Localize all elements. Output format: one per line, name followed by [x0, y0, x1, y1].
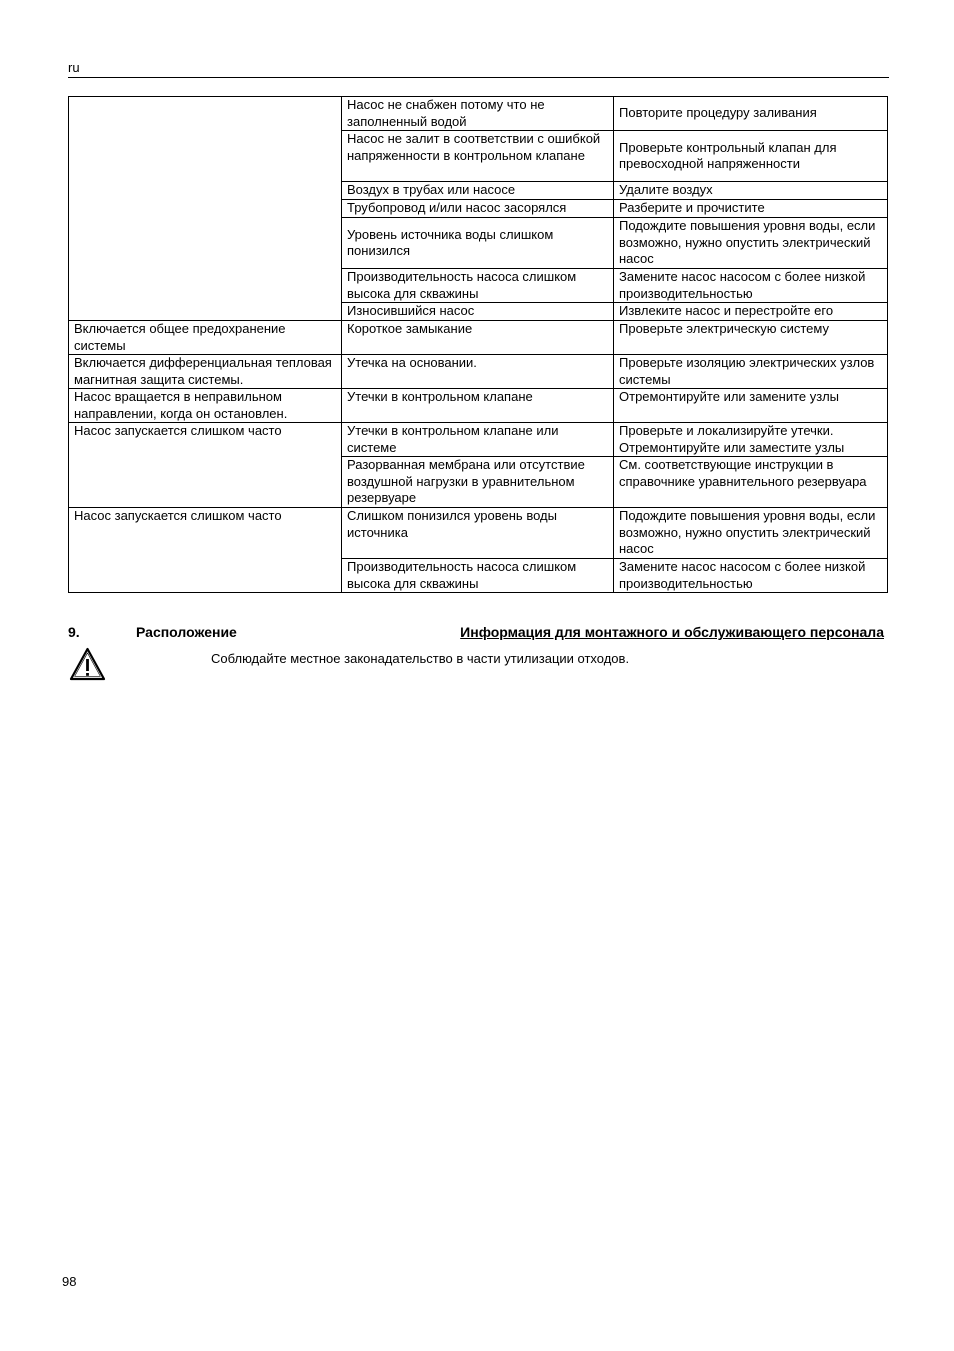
remedy-cell: Разберите и прочистите	[614, 200, 888, 218]
remedy-cell: Проверьте и локализируйте утечки. Отремонтируйте или заместите узлы	[614, 423, 888, 457]
problem-cell: Включается дифференциальная тепловая магнитная защита системы.	[69, 355, 342, 389]
table-row	[69, 508, 888, 559]
remedy-cell: Проверьте электрическую систему	[614, 321, 888, 355]
cause-cell: Производительность насоса слишком высока для скважины	[342, 269, 614, 303]
cause-cell: Трубопровод и/или насос засорялся	[342, 200, 614, 218]
remedy-cell: См. соответствующие инструкции в справочнике уравнительного резервуара	[614, 457, 888, 508]
remedy-cell: Подождите повышения уровня воды, если возможно, нужно опустить электрический насос	[614, 218, 888, 269]
problem-cell	[69, 97, 342, 321]
cause-cell: Утечки в контрольном клапане	[342, 389, 614, 423]
cause-cell: Износившийся насос	[342, 303, 614, 321]
remedy-cell: Подождите повышения уровня воды, если возможно, нужно опустить электрический насос	[614, 508, 888, 559]
cause-cell: Слишком понизился уровень воды источника	[342, 508, 614, 559]
cause-cell: Разорванная мембрана или отсутствие воздушной нагрузки в уравнительном резервуаре	[342, 457, 614, 508]
cause-cell: Насос не залит в соответствии с ошибкой напряженности в контрольном клапане	[342, 131, 614, 182]
language-code: ru	[68, 60, 80, 75]
cause-cell: Утечки в контрольном клапане или системе	[342, 423, 614, 457]
problem-cell: Включается общее предохранение системы	[69, 321, 342, 355]
section-heading	[68, 624, 884, 642]
problem-cell: Насос вращается в неправильном направлении, когда он остановлен.	[69, 389, 342, 423]
disposal-notice: Соблюдайте местное законадательство в части утилизации отходов.	[211, 651, 630, 666]
warning-triangle-icon	[69, 647, 106, 681]
cause-cell: Утечка на основании.	[342, 355, 614, 389]
table-row	[69, 355, 888, 389]
table-row	[69, 97, 888, 131]
troubleshooting-table	[68, 96, 888, 593]
page-number: 98	[62, 1274, 77, 1289]
section-title: Расположение	[136, 624, 237, 640]
table-row	[69, 321, 888, 355]
cause-cell: Воздух в трубах или насосе	[342, 182, 614, 200]
cause-cell: Короткое замыкание	[342, 321, 614, 355]
remedy-cell: Извлеките насос и перестройте его	[614, 303, 888, 321]
header-rule	[68, 77, 889, 78]
remedy-cell: Повторите процедуру заливания	[614, 97, 888, 131]
audience-note: Информация для монтажного и обслуживающего персонала	[460, 624, 884, 640]
cause-cell: Уровень источника воды слишком понизился	[342, 218, 614, 269]
remedy-cell: Замените насос насосом с более низкой производительностью	[614, 269, 888, 303]
remedy-cell: Проверьте изоляцию электрических узлов системы	[614, 355, 888, 389]
table-row	[69, 423, 888, 457]
remedy-cell: Проверьте контрольный клапан для превосходной напряженности	[614, 131, 888, 182]
cause-cell: Производительность насоса слишком высока для скважины	[342, 559, 614, 593]
problem-cell: Насос запускается слишком часто	[69, 508, 342, 593]
remedy-cell: Удалите воздух	[614, 182, 888, 200]
remedy-cell: Отремонтируйте или замените узлы	[614, 389, 888, 423]
cause-cell: Насос не снабжен потому что не заполненный водой	[342, 97, 614, 131]
remedy-cell: Замените насос насосом с более низкой производительностью	[614, 559, 888, 593]
problem-cell: Насос запускается слишком часто	[69, 423, 342, 508]
table-row	[69, 389, 888, 423]
section-number: 9.	[68, 624, 80, 640]
